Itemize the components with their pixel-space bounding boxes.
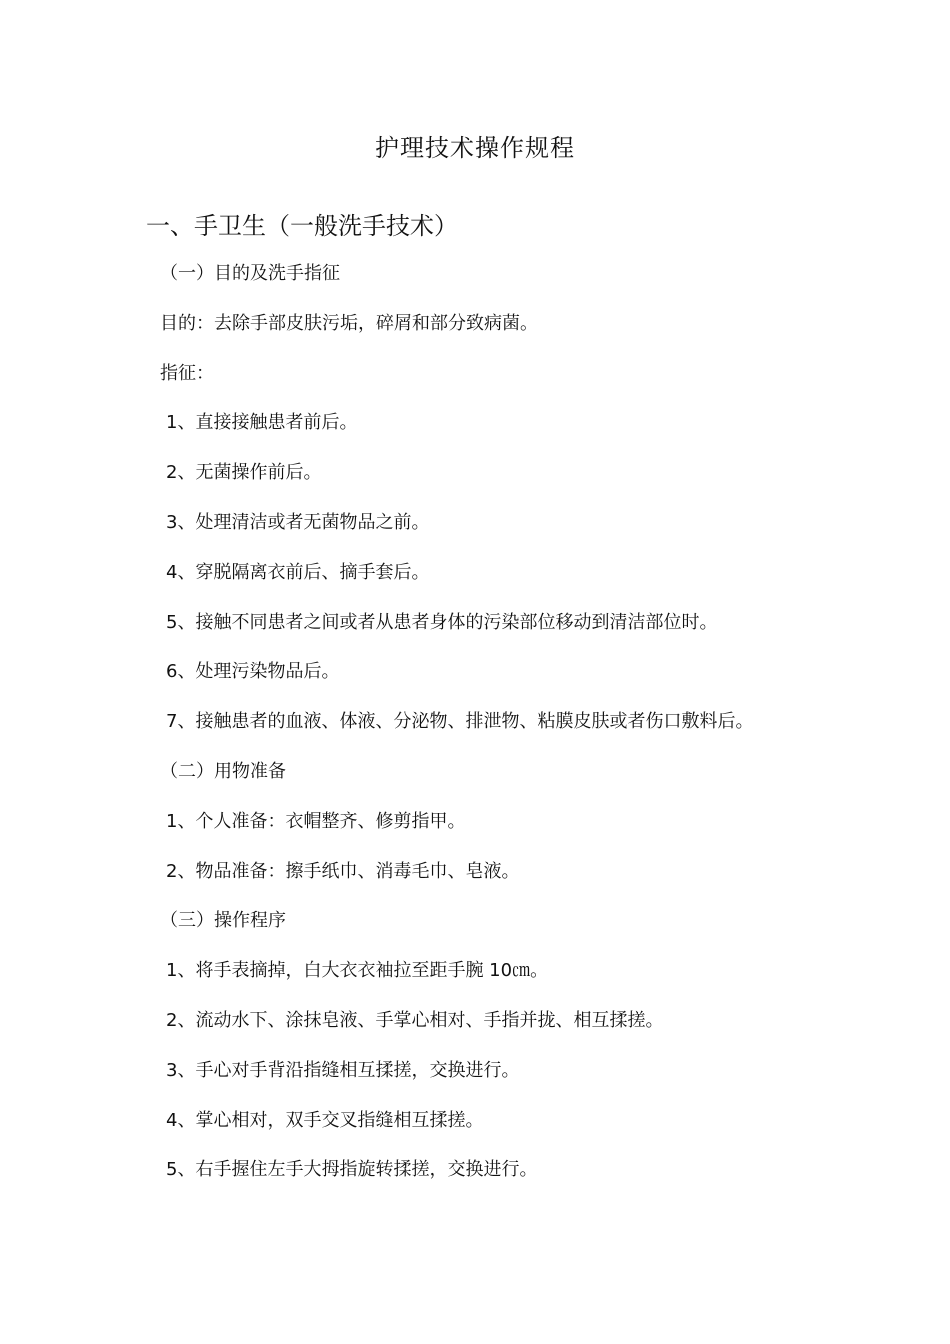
- list-item: 4、穿脱隔离衣前后、摘手套后。: [166, 561, 430, 583]
- list-item: 1、将手表摘掉，白大衣衣袖拉至距手腕 10㎝。: [166, 960, 549, 982]
- subsection-heading: （二）用物准备: [160, 760, 286, 782]
- list-item: 7、接触患者的血液、体液、分泌物、排泄物、粘膜皮肤或者伤口敷料后。: [166, 711, 754, 733]
- list-item: 2、无菌操作前后。: [166, 462, 322, 484]
- list-item: 1、个人准备：衣帽整齐、修剪指甲。: [166, 810, 466, 832]
- content-lines: [0, 257, 950, 1203]
- list-item: 2、物品准备：擦手纸巾、消毒毛巾、皂液。: [166, 860, 520, 882]
- section-heading: 一、手卫生（一般洗手技术）: [146, 212, 458, 240]
- paragraph-line: 目的：去除手部皮肤污垢，碎屑和部分致病菌。: [160, 312, 538, 334]
- paragraph-line: 指征：: [160, 362, 214, 384]
- list-item: 2、流动水下、涂抹皂液、手掌心相对、手指并拢、相互揉搓。: [166, 1009, 664, 1031]
- subsection-heading: （一）目的及洗手指征: [160, 263, 340, 284]
- subsection-heading: （三）操作程序: [160, 910, 286, 932]
- list-item: 1、直接接触患者前后。: [166, 412, 358, 434]
- document-title: 护理技术操作规程: [375, 134, 575, 162]
- list-item: 5、接触不同患者之间或者从患者身体的污染部位移动到清洁部位时。: [166, 611, 718, 633]
- list-item: 3、手心对手背沿指缝相互揉搓，交换进行。: [166, 1059, 520, 1081]
- list-item: 4、掌心相对，双手交叉指缝相互揉搓。: [166, 1109, 484, 1131]
- list-item: 5、右手握住左手大拇指旋转揉搓，交换进行。: [166, 1159, 538, 1181]
- list-item: 6、处理污染物品后。: [166, 661, 340, 683]
- list-item: 3、处理清洁或者无菌物品之前。: [166, 511, 430, 533]
